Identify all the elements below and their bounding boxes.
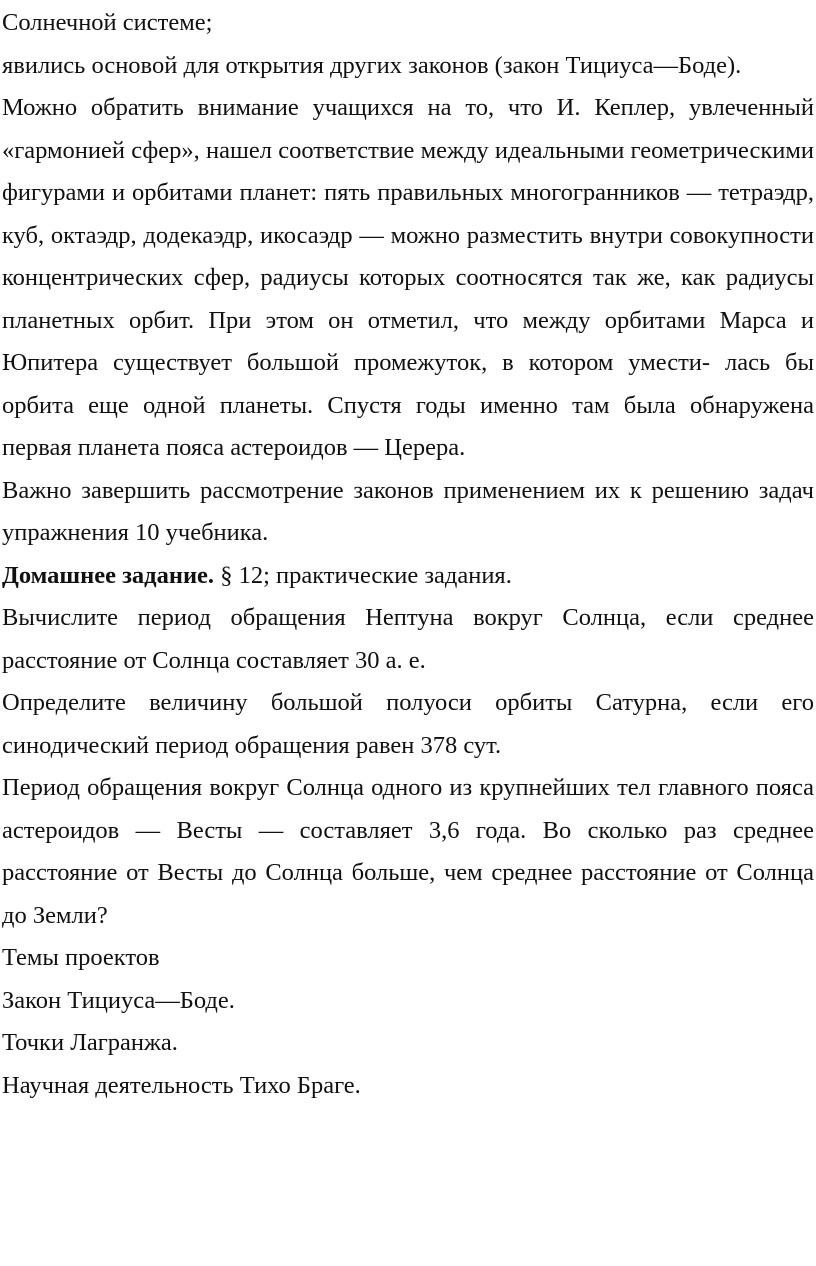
- homework-text: § 12; практические задания.: [214, 561, 512, 589]
- paragraph-kepler: Можно обратить внимание учащихся на то, что И. Кеплер, увлеченный «гармонией сфер», нашел соответствие между идеальными геометрическими фигурами и орбитами планет: пять правильных многогранников — тетраэдр, куб, октаэдр, додекаэдр, икосаэдр — можно разместить внутри совокупности концентрических сфер, радиусы которых соотносятся так же, как радиусы планетных орбит. При этом он отметил, что между орбитами Марса и Юпитера существует большой промежуток, в котором умести- лась бы орбита еще одной планеты. Спустя годы именно там была обнаружена первая планета пояса астероидов — Церера.: [2, 94, 814, 461]
- paragraph-laws-basis: явились основой для открытия других законов (закон Тициуса—Боде).: [2, 51, 742, 79]
- project-item: Точки Лагранжа.: [2, 1029, 178, 1056]
- homework-line: [2, 555, 814, 598]
- projects-heading: Темы проектов: [2, 944, 160, 971]
- project-item: Закон Тициуса—Боде.: [2, 986, 235, 1014]
- project-item: Научная деятельность Тихо Браге.: [2, 1071, 361, 1099]
- task-vesta: Период обращения вокруг Солнца одного из крупнейших тел главного пояса астероидов — Весты — составляет 3,6 года. Во сколько раз среднее расстояние от Весты до Солнца больше, чем среднее расстояние от Солнца до Земли?: [2, 774, 814, 929]
- paragraph-solar-system: Солнечной системе;: [2, 9, 213, 36]
- task-neptune: Вычислите период обращения Нептуна вокруг Солнца, если среднее расстояние от Солнца составляет 30 а. е.: [2, 604, 814, 674]
- task-saturn: Определите величину большой полуоси орбиты Сатурна, если его синодический период обращения равен 378 сут.: [2, 689, 814, 759]
- homework-label: Домашнее задание.: [2, 561, 215, 589]
- paragraph-conclusion: Важно завершить рассмотрение законов применением их к решению задач упражнения 10 учебника.: [2, 476, 814, 546]
